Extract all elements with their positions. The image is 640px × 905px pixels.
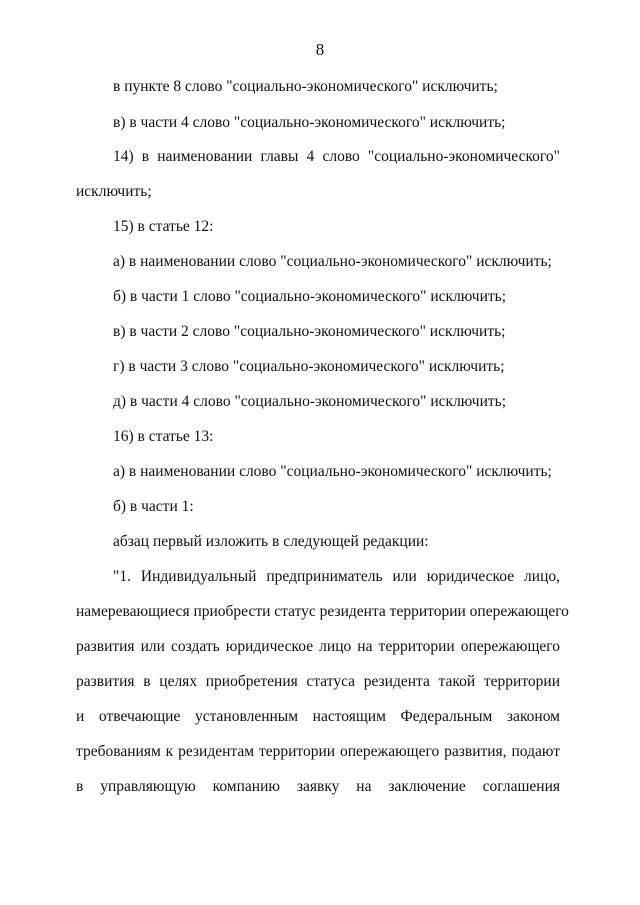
text-line: а) в наименовании слово "социально-экономического" исключить; xyxy=(113,253,552,270)
text-line: в) в части 2 слово "социально-экономического" исключить; xyxy=(113,323,506,340)
text-line: б) в части 1 слово "социально-экономического" исключить; xyxy=(113,288,507,305)
text-line: исключить; xyxy=(76,183,152,200)
text-line: 16) в статье 13: xyxy=(113,428,214,445)
text-line: "1. Индивидуальный предприниматель или юридическое лицо, xyxy=(113,568,560,585)
page-number: 8 xyxy=(315,40,325,59)
text-line: в управляющую компанию заявку на заключение соглашения xyxy=(76,778,560,795)
text-line: 14) в наименовании главы 4 слово "социально-экономического" xyxy=(113,148,560,165)
text-line: и отвечающие установленным настоящим Федеральным законом xyxy=(76,708,560,725)
text-line: абзац первый изложить в следующей редакции: xyxy=(113,533,429,550)
text-line: д) в части 4 слово "социально-экономического" исключить; xyxy=(113,393,507,410)
text-line: в) в части 4 слово "социально-экономического" исключить; xyxy=(113,114,506,131)
text-line: г) в части 3 слово "социально-экономического" исключить; xyxy=(113,358,505,375)
text-line: развития или создать юридическое лицо на территории опережающего xyxy=(76,638,560,655)
text-line: требованиям к резидентам территории опережающего развития, подают xyxy=(76,743,560,760)
text-line: в пункте 8 слово "социально-экономического" исключить; xyxy=(113,78,498,95)
text-line: б) в части 1: xyxy=(113,498,194,515)
text-line: намеревающиеся приобрести статус резидента территории опережающего xyxy=(76,603,569,620)
text-line: развития в целях приобретения статуса резидента такой территории xyxy=(76,673,560,690)
text-line: 15) в статье 12: xyxy=(113,218,214,235)
text-line: а) в наименовании слово "социально-экономического" исключить; xyxy=(113,463,552,480)
